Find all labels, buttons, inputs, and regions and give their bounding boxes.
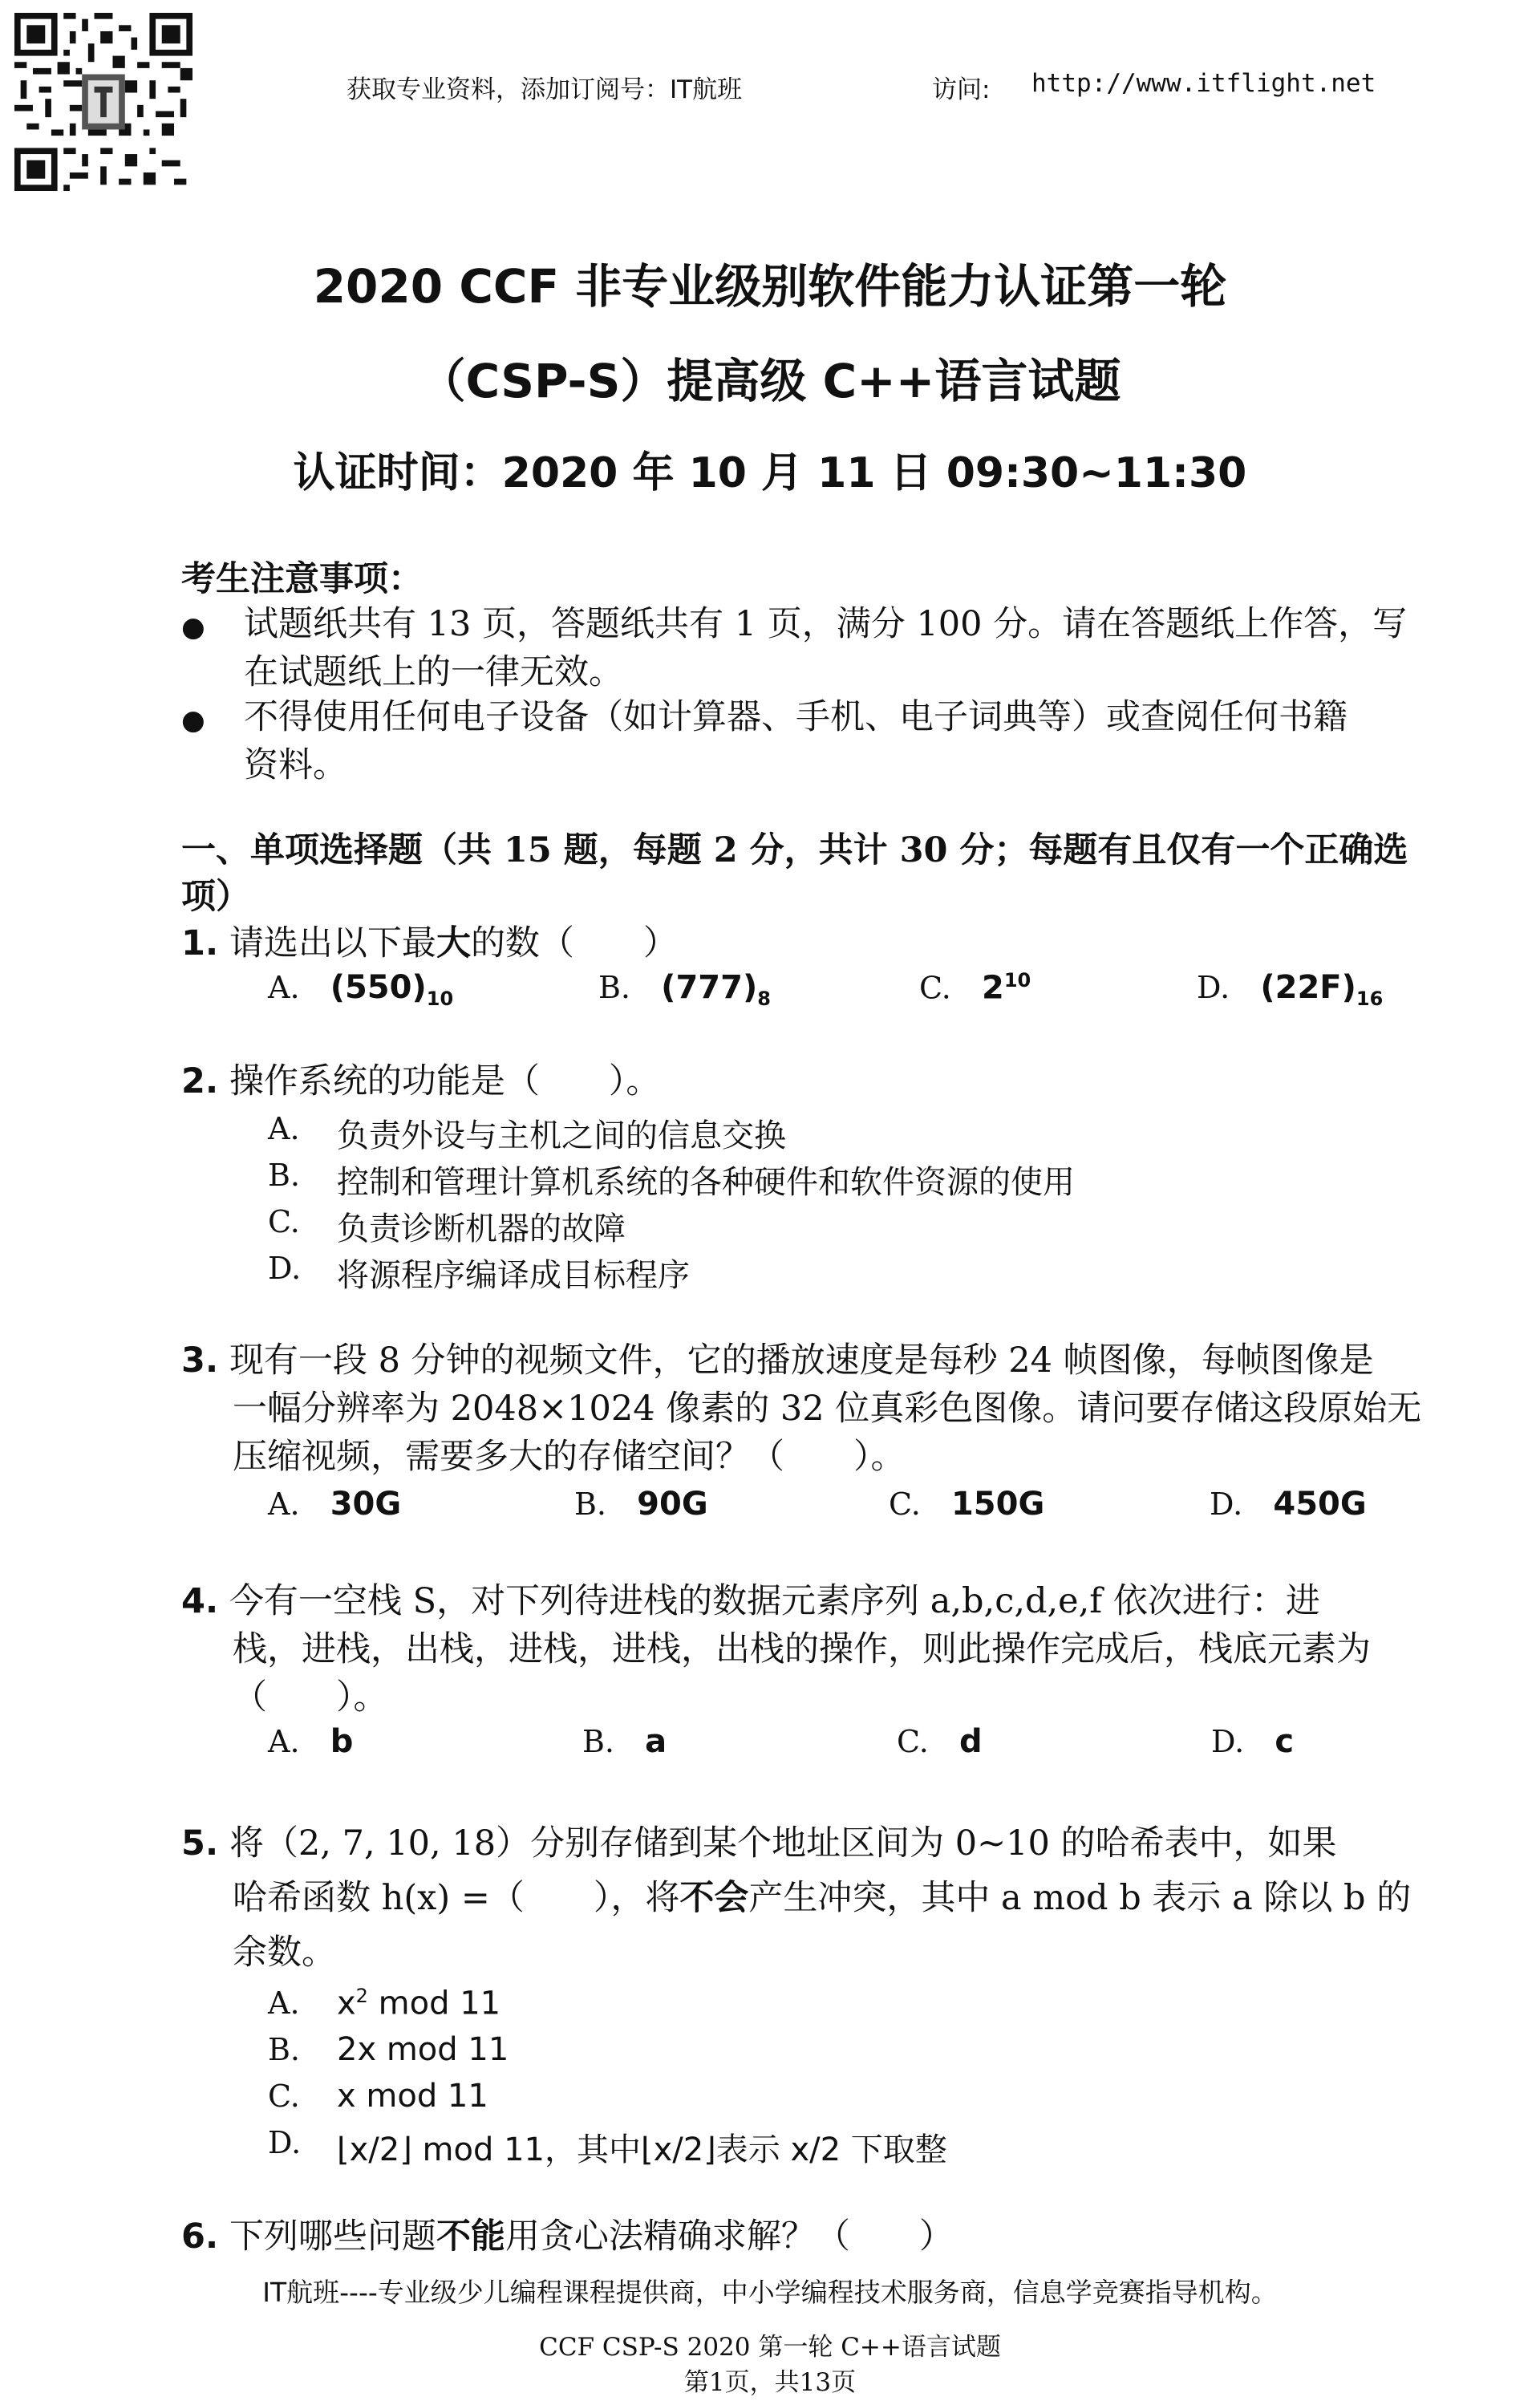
bullet-icon: ●: [181, 704, 205, 736]
q5-option-a[interactable]: [268, 1985, 501, 2022]
stem-text: 的数（ ）: [470, 923, 678, 963]
q2-option-c[interactable]: [268, 1203, 626, 1247]
exam-title: 2020 CCF 非专业级别软件能力认证第一轮: [313, 259, 1227, 314]
question-number: 5.: [181, 1823, 219, 1864]
question-number: 3.: [181, 1340, 219, 1381]
q1-option-d[interactable]: [1197, 969, 1383, 1010]
stem-text: 将（2, 7, 10, 18）分别存储到某个地址区间为 0~10 的哈希表中，如果: [229, 1823, 1337, 1864]
option-text: a: [645, 1723, 667, 1760]
option-text: ⌊x/2⌋ mod 11，其中⌊x/2⌋表示 x/2 下取整: [337, 2131, 947, 2168]
page-number: 第1页，共13页: [683, 2368, 857, 2397]
option-text: [337, 1985, 500, 2022]
stem-text: 产生冲突，其中 a mod b 表示 a 除以 b 的: [748, 1878, 1412, 1918]
header-promo-text: 获取专业资料，添加订阅号：IT航班: [346, 75, 743, 104]
exam-time: 认证时间：2020 年 10 月 11 日 09:30~11:30: [293, 449, 1247, 497]
q2-option-a[interactable]: [268, 1110, 786, 1154]
stem-text: 下列哪些问题: [229, 2216, 436, 2257]
header-visit-label: 访问:: [932, 75, 991, 104]
option-letter: C.: [268, 1204, 300, 1239]
option-letter: A.: [268, 1486, 300, 1522]
q2-option-b[interactable]: [268, 1157, 1075, 1201]
q5-option-d[interactable]: [268, 2124, 947, 2168]
option-letter: A.: [268, 1724, 300, 1759]
bullet-icon: ●: [181, 611, 205, 643]
q4-option-c[interactable]: [897, 1723, 983, 1760]
exam-subtitle: （CSP-S）提高级 C++语言试题: [419, 354, 1121, 408]
option-superscript: 10: [1003, 969, 1031, 992]
question-3-line-3: 压缩视频，需要多大的存储空间？（ ）。: [233, 1437, 906, 1477]
question-1-stem: [181, 919, 678, 967]
question-number: 4.: [181, 1581, 219, 1621]
option-subscript: 16: [1356, 988, 1384, 1010]
question-number: 2.: [181, 1061, 219, 1101]
option-text: 450G: [1273, 1486, 1367, 1523]
notice-item-2-line-2: 资料。: [244, 745, 347, 785]
option-letter: D.: [268, 2125, 302, 2160]
option-letter: D.: [1211, 1724, 1245, 1759]
option-letter: B.: [574, 1486, 607, 1522]
option-base: x: [337, 1985, 356, 2022]
q4-option-b[interactable]: [582, 1723, 667, 1760]
option-letter: A.: [268, 970, 300, 1005]
option-text: 负责诊断机器的故障: [337, 1211, 626, 1247]
option-rest: mod 11: [367, 1985, 501, 2022]
question-3-line-2: 一幅分辨率为 2048×1024 像素的 32 位真彩色图像。请问要存储这段原始无: [233, 1389, 1422, 1429]
emphasis-text: 大: [436, 923, 471, 963]
option-text: 90G: [637, 1486, 708, 1523]
qr-code-image: [14, 13, 192, 191]
option-superscript: 2: [355, 1985, 368, 2007]
q5-option-b[interactable]: [268, 2031, 509, 2068]
option-text: 2x mod 11: [337, 2031, 509, 2068]
option-text: 控制和管理计算机系统的各种硬件和软件资源的使用: [337, 1164, 1075, 1201]
option-subscript: 10: [426, 988, 454, 1010]
page-footer-title: CCF CSP-S 2020 第一轮 C++语言试题: [539, 2333, 1001, 2362]
emphasis-text: 不会: [679, 1878, 749, 1918]
q3-option-d[interactable]: [1210, 1486, 1367, 1523]
option-value: (777): [661, 969, 758, 1006]
question-number: 6.: [181, 2216, 219, 2257]
q4-option-a[interactable]: [268, 1723, 353, 1760]
option-subscript: 8: [757, 988, 771, 1010]
option-letter: B.: [268, 1158, 301, 1193]
q5-option-c[interactable]: [268, 2078, 488, 2115]
question-2-stem: [181, 1057, 660, 1105]
stem-text: 请选出以下最: [229, 923, 436, 963]
option-text: b: [330, 1723, 354, 1760]
question-number: 1.: [181, 923, 219, 963]
option-letter: C.: [919, 970, 951, 1006]
question-5-line-1: [181, 1819, 1337, 1868]
option-letter: A.: [268, 1111, 300, 1146]
stem-text: 今有一空栈 S，对下列待进栈的数据元素序列 a,b,c,d,e,f 依次进行：进: [229, 1581, 1320, 1621]
q1-option-b[interactable]: [598, 969, 771, 1010]
option-value: (550): [330, 969, 427, 1006]
q4-option-d[interactable]: [1211, 1723, 1294, 1760]
notice-item-1-line-1: 试题纸共有 13 页，答题纸共有 1 页，满分 100 分。请在答题纸上作答，写: [244, 604, 1408, 644]
q1-option-c[interactable]: [919, 969, 1031, 1006]
q2-option-d[interactable]: [268, 1250, 690, 1294]
option-text: 30G: [330, 1486, 402, 1523]
option-letter: A.: [268, 1985, 300, 2021]
option-letter: C.: [268, 2079, 300, 2114]
stem-text: 哈希函数 h(x) =（ ），将: [233, 1878, 680, 1918]
section-heading-line-1: 一、单项选择题（共 15 题，每题 2 分，共计 30 分；每题有且仅有一个正确选: [181, 830, 1408, 870]
option-text: 负责外设与主机之间的信息交换: [337, 1117, 786, 1154]
option-letter: D.: [1197, 970, 1230, 1005]
question-4-line-3: （ ）。: [233, 1677, 388, 1718]
option-text: c: [1275, 1723, 1295, 1760]
section-heading-line-2: 项）: [181, 877, 250, 917]
notice-item-2-line-1: 不得使用任何电子设备（如计算器、手机、电子词典等）或查阅任何书籍: [244, 697, 1348, 737]
option-value: (22F): [1260, 969, 1356, 1006]
stem-text: 用贪心法精确求解？（ ）: [505, 2216, 954, 2257]
q3-option-b[interactable]: [574, 1486, 708, 1523]
stem-text: 现有一段 8 分钟的视频文件，它的播放速度是每秒 24 帧图像，每帧图像是: [229, 1340, 1374, 1381]
question-5-line-3: 余数。: [233, 1933, 336, 1973]
option-text: 150G: [950, 1486, 1045, 1523]
option-text: d: [958, 1723, 983, 1760]
footer-promo-text: IT航班----专业级少儿编程课程提供商，中小学编程技术服务商，信息学竞赛指导机构。: [262, 2277, 1278, 2308]
option-letter: C.: [889, 1486, 921, 1522]
header-url-link[interactable]: http://www.itflight.net: [1031, 69, 1376, 98]
notice-item-1-line-2: 在试题纸上的一律无效。: [244, 652, 623, 692]
option-letter: D.: [268, 1251, 302, 1286]
option-letter: B.: [268, 2032, 301, 2067]
question-6-stem: [181, 2212, 954, 2261]
option-letter: B.: [582, 1724, 615, 1759]
option-text: 将源程序编译成目标程序: [337, 1257, 690, 1294]
question-5-line-2: [233, 1874, 1411, 1922]
option-value: 2: [981, 969, 1004, 1007]
option-letter: C.: [897, 1724, 929, 1759]
stem-text: 操作系统的功能是（ ）。: [229, 1061, 661, 1101]
q3-option-c[interactable]: [889, 1486, 1044, 1523]
q1-option-a[interactable]: [268, 969, 453, 1010]
option-letter: B.: [598, 970, 631, 1005]
question-3-line-1: [181, 1336, 1374, 1385]
notice-heading: 考生注意事项：: [181, 559, 423, 599]
question-4-line-1: [181, 1577, 1320, 1625]
emphasis-text: 不能: [436, 2216, 505, 2257]
q3-option-a[interactable]: [268, 1486, 401, 1523]
question-4-line-2: 栈，进栈，出栈，进栈，进栈，出栈的操作，则此操作完成后，栈底元素为: [233, 1629, 1371, 1669]
option-letter: D.: [1210, 1486, 1243, 1522]
option-text: x mod 11: [337, 2078, 488, 2115]
